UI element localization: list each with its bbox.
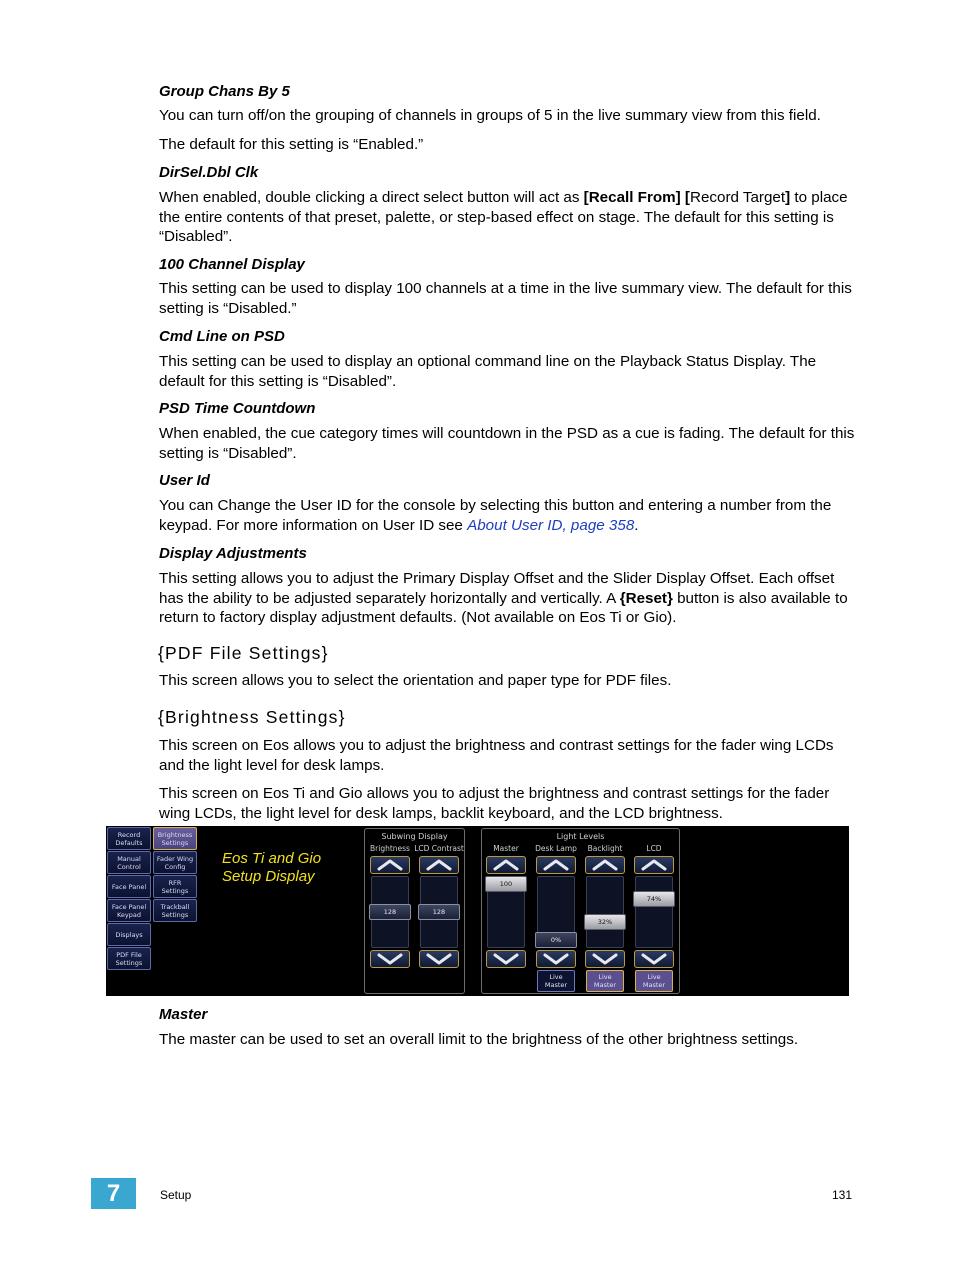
chevron-up-icon[interactable] [419, 856, 459, 874]
paragraph: This setting can be used to display 100 channels at a time in the live summary view. The default for this setting is “Disabled.” [159, 280, 852, 317]
paragraph: When enabled, the cue category times will countdown in the PSD as a cue is fading. The default for this setting is “Disabled”. [159, 425, 855, 462]
chevron-down-icon[interactable] [419, 950, 459, 968]
slider-handle-desk-lamp[interactable]: 0% [535, 932, 577, 948]
live-master-button[interactable]: Live Master [537, 970, 575, 992]
live-master-button[interactable]: Live Master [635, 970, 673, 992]
nav-button-displays[interactable]: Displays [107, 923, 151, 946]
nav-button-fader-wing-config[interactable]: Fader Wing Config [153, 851, 197, 874]
chevron-up-icon[interactable] [370, 856, 410, 874]
heading-cmd-line: Cmd Line on PSD [159, 328, 285, 345]
paragraph: This screen on Eos allows you to adjust the brightness and contrast settings for the fader wing LCDs and the light level for desk lamps. [159, 737, 834, 774]
page-number: 131 [831, 1188, 852, 1202]
nav-button-brightness-settings[interactable]: Brightness Settings [153, 827, 197, 850]
heading-user-id: User Id [159, 472, 210, 489]
heading-psd-time: PSD Time Countdown [159, 400, 316, 417]
column-label-desk-lamp: Desk Lamp [535, 844, 577, 853]
chevron-up-icon[interactable] [536, 856, 576, 874]
slider-handle-brightness[interactable]: 128 [369, 904, 411, 920]
paragraph: This setting allows you to adjust the Primary Display Offset and the Slider Display Offset. Each offset has the ability to be adjusted separately horizontally and vertically. A {Reset} button is also available to return to factory display adjustment defaults. (Not available on Eos Ti or Gio). [159, 570, 848, 626]
paragraph: You can turn off/on the grouping of channels in groups of 5 in the live summary view from this field. [159, 107, 821, 124]
chevron-down-icon[interactable] [634, 950, 674, 968]
about-user-id-link[interactable]: About User ID, page 358 [467, 516, 635, 534]
live-master-button[interactable]: Live Master [586, 970, 624, 992]
footer-section-name: Setup [160, 1188, 192, 1202]
heading-pdf-file-settings: {PDF File Settings} [158, 643, 329, 663]
heading-display-adjustments: Display Adjustments [159, 545, 307, 562]
chevron-down-icon[interactable] [585, 950, 625, 968]
paragraph: This screen allows you to select the orientation and paper type for PDF files. [159, 672, 672, 689]
slider-handle-lcd-contrast[interactable]: 128 [418, 904, 460, 920]
heading-brightness-settings: {Brightness Settings} [158, 707, 346, 727]
group-title: Subwing Display [381, 832, 448, 841]
column-label-brightness: Brightness [370, 844, 410, 853]
heading-dirsel: DirSel.Dbl Clk [159, 164, 259, 181]
group-title: Light Levels [556, 832, 605, 841]
chapter-number-tab: 7 [91, 1178, 136, 1209]
slider-handle-backlight[interactable]: 32% [584, 914, 626, 930]
nav-button-manual-control[interactable]: Manual Control [107, 851, 151, 874]
nav-button-face-panel[interactable]: Face Panel [107, 875, 151, 898]
column-label-master: Master [493, 844, 519, 853]
nav-button-face-panel-keypad[interactable]: Face Panel Keypad [107, 899, 151, 922]
nav-button-record-defaults[interactable]: Record Defaults [107, 827, 151, 850]
paragraph: You can Change the User ID for the console by selecting this button and entering a number from the keypad. For more information on User ID see About User ID, page 358. [159, 497, 832, 534]
subwing-display-group [364, 828, 465, 994]
slider-track[interactable] [635, 876, 673, 948]
paragraph: This setting can be used to display an optional command line on the Playback Status Display. The default for this setting is “Disabled”. [159, 353, 817, 390]
paragraph: The default for this setting is “Enabled.” [159, 136, 424, 153]
column-label-lcd-contrast: LCD Contrast [414, 844, 464, 853]
heading-master: Master [159, 1006, 208, 1023]
paragraph: The master can be used to set an overall limit to the brightness of the other brightness settings. [159, 1031, 799, 1048]
chevron-down-icon[interactable] [536, 950, 576, 968]
column-label-lcd: LCD [646, 844, 662, 853]
column-label-backlight: Backlight [587, 844, 623, 853]
slider-track[interactable] [586, 876, 624, 948]
nav-button-rfr-settings[interactable]: RFR Settings [153, 875, 197, 898]
heading-group-chans: Group Chans By 5 [159, 83, 290, 100]
chevron-down-icon[interactable] [370, 950, 410, 968]
brightness-settings-screenshot [106, 826, 849, 996]
slider-handle-master[interactable]: 100 [485, 876, 527, 892]
chevron-down-icon[interactable] [486, 950, 526, 968]
slider-handle-lcd[interactable]: 74% [633, 891, 675, 907]
chevron-up-icon[interactable] [486, 856, 526, 874]
paragraph: When enabled, double clicking a direct select button will act as [Recall From] [Record Target] to place the entire contents of that preset, palette, or step-based effect on stage. The default for this setting is “Disabled”. [159, 189, 848, 245]
light-levels-group [481, 828, 680, 994]
panel-caption: Eos Ti and Gio Setup Display [222, 850, 322, 885]
heading-100-channel: 100 Channel Display [159, 256, 305, 273]
chevron-up-icon[interactable] [634, 856, 674, 874]
nav-button-pdf-file-settings[interactable]: PDF File Settings [107, 947, 151, 970]
chevron-up-icon[interactable] [585, 856, 625, 874]
paragraph: This screen on Eos Ti and Gio allows you to adjust the brightness and contrast settings for the fader wing LCDs, the light level for desk lamps, backlit keyboard, and the LCD brightness. [159, 785, 830, 822]
nav-button-trackball-settings[interactable]: Trackball Settings [153, 899, 197, 922]
